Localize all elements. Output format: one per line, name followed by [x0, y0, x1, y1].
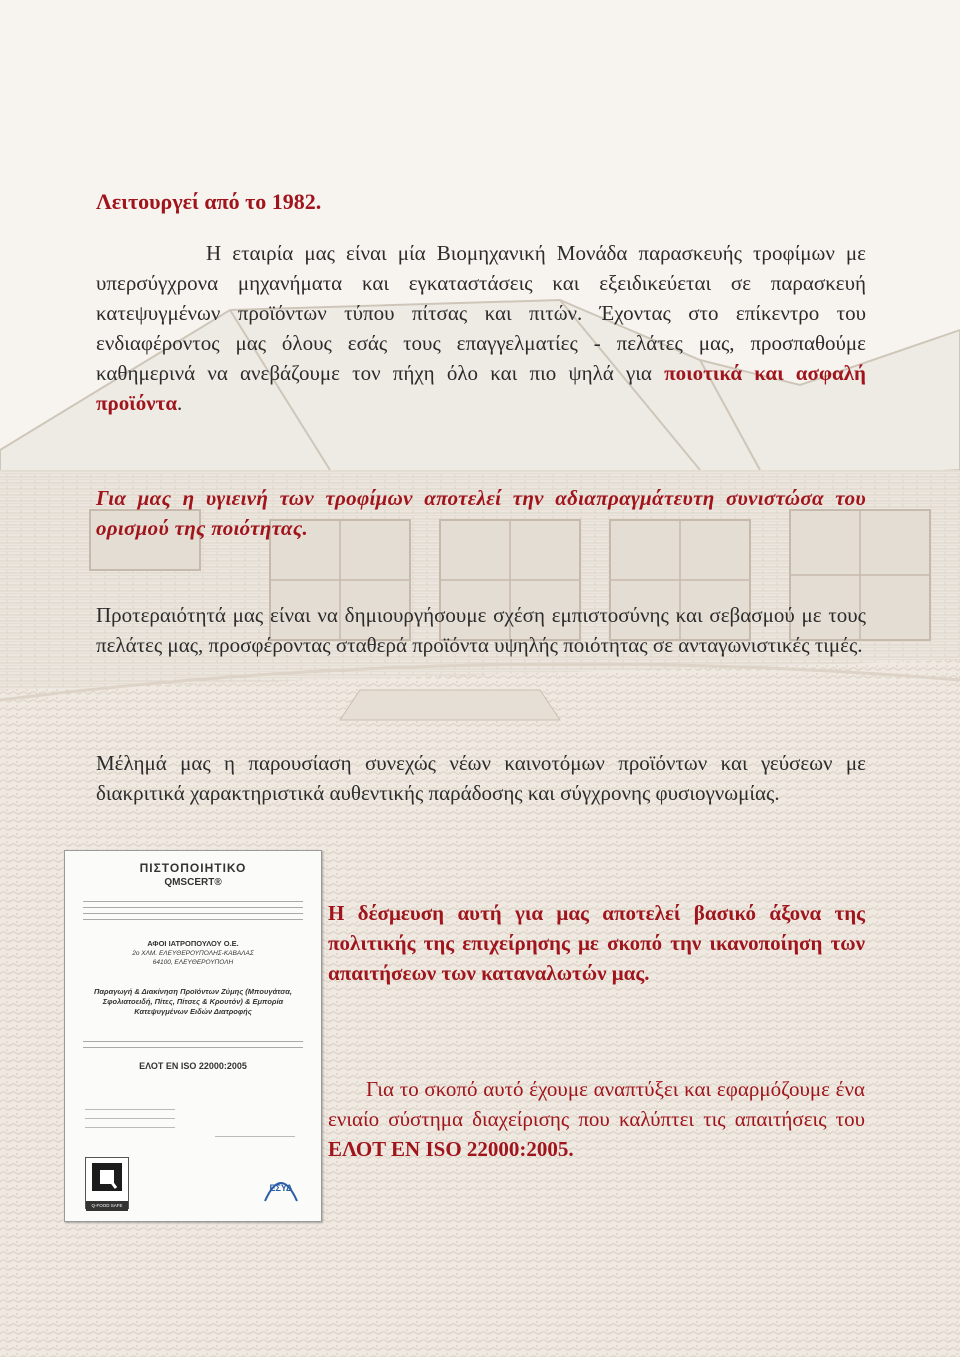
system-text: Για το σκοπό αυτό έχουμε αναπτύξει και εφαρμόζουμε ένα ενιαίο σύστημα διαχείρισης που καλύπτει τις απαιτήσεις του: [328, 1077, 865, 1131]
certificate-scope: Παραγωγή & Διακίνηση Προϊόντων Ζύμης (Μπουγάτσα, Σφολιατοειδή, Πίτες, Πίτσες & Κρουτόν) & Εμπορία Κατεψυγμένων Ειδών Διατροφής: [94, 987, 292, 1016]
intro-paragraph: [96, 238, 866, 418]
system-paragraph: [328, 1074, 865, 1164]
certificate-title: ΠΙΣΤΟΠΟΙΗΤΙΚΟ: [139, 861, 247, 875]
certificate-company: ΑΦΟΙ ΙΑΤΡΟΠΟΥΛΟΥ Ο.Ε.: [147, 939, 239, 948]
certificate-standard: ΕΛΟΤ ΕΝ ISO 22000:2005: [139, 1061, 247, 1071]
priority-paragraph: [96, 600, 866, 660]
esyd-logo-label: ΕΣΥΔ: [269, 1183, 293, 1193]
q-logo-label: Q-FOOD SAFE: [86, 1201, 128, 1211]
certificate-issuer: QMSCERT®: [164, 877, 222, 888]
q-food-safe-logo: [85, 1157, 129, 1209]
intro-text: Η εταιρία μας είναι μία Βιομηχανική Μονάδα παρασκευής τροφίμων με υπερσύγχρονα μηχανήματα και εγκαταστάσεις και εξειδικεύεται σε παρασκευή κατεψυγμένων προϊόντων τύπου πίτσας και πιτών. Έχοντας στο επίκεντρο του ενδιαφέροντος μας όλους εσάς τους επαγγελματίες - πελάτες μας, προσπαθούμε καθημερινά να ανεβάζουμε τον πήχη όλο και πιο ψηλά για: [96, 241, 866, 385]
intro-highlight: ποιοτικά και ασφαλή προϊόντα: [96, 361, 866, 415]
system-standard: ΕΛΟΤ ΕΝ ISO 22000:2005.: [328, 1137, 574, 1161]
heading: [96, 187, 866, 217]
certificate-postal: 64100, ΕΛΕΥΘΕΡΟΥΠΟΛΗ: [152, 959, 234, 966]
certificate-address: 2ο ΧΛΜ. ΕΛΕΥΘΕΡΟΥΠΟΛΗΣ-ΚΑΒΑΛΑΣ: [132, 950, 254, 957]
concern-paragraph: [96, 748, 866, 808]
concern-text: Μέλημά μας η παρουσίαση συνεχώς νέων καινοτόμων προϊόντων και γεύσεων με διακριτικά χαρακτηριστικά αυθεντικής παράδοσης και σύγχρονης φυσιογνωμίας.: [96, 751, 866, 805]
certificate-fine-print: [83, 1039, 303, 1053]
certificate-body-lines: [83, 899, 303, 925]
hygiene-paragraph: [96, 483, 866, 543]
heading-text: Λειτουργεί από το 1982.: [96, 189, 322, 214]
esyd-logo: [261, 1171, 301, 1205]
intro-end: .: [177, 391, 183, 415]
q-logo-icon: [86, 1158, 128, 1196]
priority-text: Προτεραιότητά μας είναι να δημιουργήσουμε σχέση εμπιστοσύνης και σεβασμού με τους πελάτες μας, προσφέροντας σταθερά προϊόντα υψηλής ποιότητας σε ανταγωνιστικές τιμές.: [96, 603, 866, 657]
hygiene-text: Για μας η υγιεινή των τροφίμων αποτελεί την αδιαπραγμάτευτη συνιστώσα του ορισμού της ποιότητας.: [96, 486, 866, 540]
commitment-text: Η δέσμευση αυτή για μας αποτελεί βασικό άξονα της πολιτικής της επιχείρησης με σκοπό την ικανοποίηση των απαιτήσεων των καταναλωτών μας.: [328, 901, 865, 985]
commitment-paragraph: [328, 898, 865, 988]
certificate-signature-lines: [85, 1101, 305, 1137]
iso-certificate: [64, 850, 322, 1222]
